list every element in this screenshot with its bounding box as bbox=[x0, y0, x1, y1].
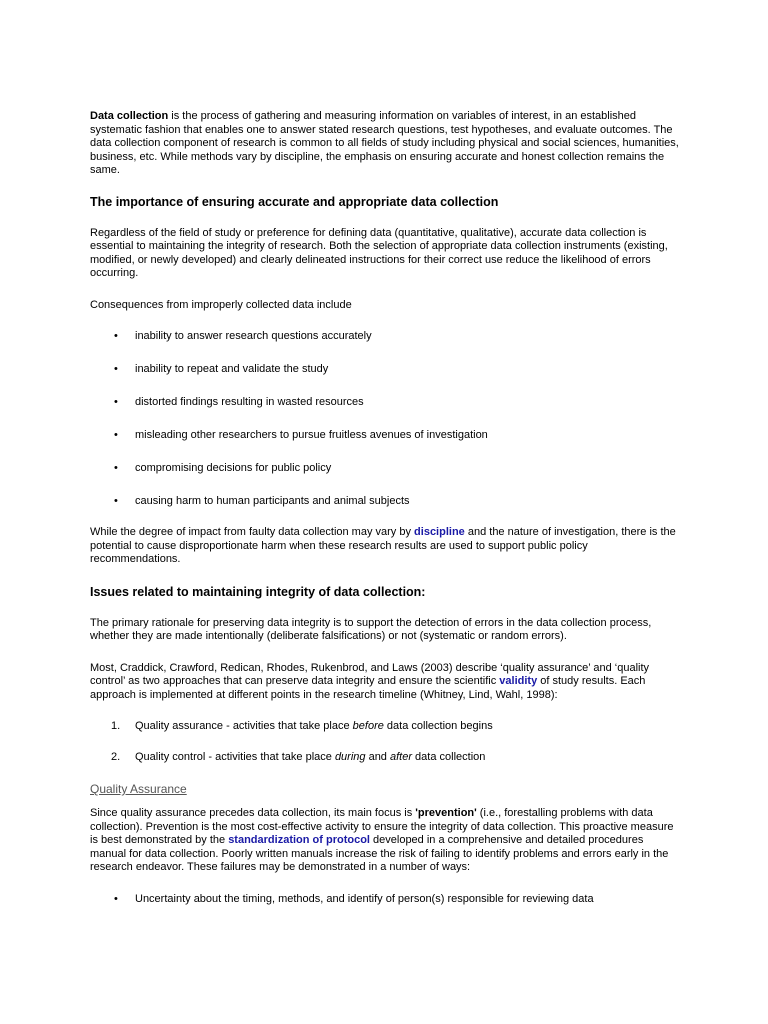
importance-paragraph: Regardless of the field of study or preference for defining data (quantitative, qualitative), accurate data collection is essential to maintaining the integrity of research. Both the selection of appropriate data collection instruments (existing, modified, or newly developed) and clearly delineated instructions for their correct use reduce the likelihood of errors occurring. bbox=[90, 226, 668, 279]
intro-paragraph bbox=[90, 110, 680, 178]
approaches-list bbox=[90, 720, 680, 764]
section-heading-importance: The importance of ensuring accurate and appropriate data collection bbox=[90, 194, 499, 209]
consequences-intro: Consequences from improperly collected data include bbox=[90, 298, 352, 311]
bullet-icon: • bbox=[114, 495, 118, 507]
list-item: • compromising decisions for public policy bbox=[114, 462, 332, 474]
intro-text: is the process of gathering and measuring information on variables of interest, in an established systematic fashion that enables one to answer stated research questions, test hypotheses, and evaluate outcomes. The data collection component of research is common to all fields of study including physical and social sciences, humanities, business, etc. While methods vary by discipline, the emphasis on ensuring accurate and honest collection remains the same. bbox=[90, 110, 679, 176]
section-heading-issues: Issues related to maintaining integrity of data collection: bbox=[90, 584, 426, 599]
intro-term: Data collection bbox=[90, 110, 169, 122]
quality-assurance-heading: Quality Assurance bbox=[90, 782, 187, 796]
list-item: • misleading other researchers to pursue fruitless avenues of investigation bbox=[114, 429, 488, 441]
failures-list bbox=[90, 893, 680, 906]
rationale-paragraph: The primary rationale for preserving data integrity is to support the detection of errors in the data collection process, whether they are made intentionally (deliberate falsifications) or not (systematic or random errors). bbox=[90, 616, 652, 642]
list-item: • distorted findings resulting in wasted resources bbox=[114, 396, 364, 408]
bullet-icon: • bbox=[114, 429, 118, 441]
bullet-icon: • bbox=[114, 396, 118, 408]
list-item: 2. Quality control - activities that take place during and after data collection bbox=[111, 751, 486, 763]
list-item: 1. Quality assurance - activities that take place before data collection begins bbox=[111, 720, 493, 732]
bullet-icon: • bbox=[114, 892, 118, 905]
document-page bbox=[90, 110, 680, 926]
discipline-link[interactable]: discipline bbox=[414, 526, 465, 538]
consequences-list bbox=[90, 330, 680, 508]
quality-assurance-paragraph: Since quality assurance precedes data collection, its main focus is 'prevention' (i.e., forestalling problems with data collection). Prevention is the most cost-effective activity to ensure the integrity of data collection. This proactive measure is best demonstrated by the standardization of protocol developed in a comprehensive and detailed procedures manual for data collection. Poorly written manuals increase the risk of failing to identify problems and errors early in the research endeavor. These failures may be demonstrated in a number of ways: bbox=[90, 807, 674, 873]
list-item: • inability to repeat and validate the study bbox=[114, 363, 329, 375]
validity-link[interactable]: validity bbox=[499, 675, 538, 687]
bullet-icon: • bbox=[114, 462, 118, 474]
bullet-icon: • bbox=[114, 363, 118, 375]
list-item: • causing harm to human participants and animal subjects bbox=[114, 495, 410, 507]
approaches-paragraph: Most, Craddick, Crawford, Redican, Rhodes, Rukenbrod, and Laws (2003) describe ‘quality assurance’ and ‘quality control’ as two approaches that can preserve data integrity and ensure the scientific validity of study results. Each approach is implemented at different points in the research timeline (Whitney, Lind, Wahl, 1998): bbox=[90, 661, 650, 701]
bullet-icon: • bbox=[114, 330, 118, 342]
list-item: • inability to answer research questions accurately bbox=[114, 330, 372, 342]
list-item: • Uncertainty about the timing, methods, and identify of person(s) responsible for reviewing data bbox=[114, 892, 594, 905]
impact-paragraph: While the degree of impact from faulty data collection may vary by discipline and the nature of investigation, there is the potential to cause disproportionate harm when these research results are used to support public policy recommendations. bbox=[90, 526, 676, 565]
standardization-link[interactable]: standardization of protocol bbox=[228, 834, 370, 846]
